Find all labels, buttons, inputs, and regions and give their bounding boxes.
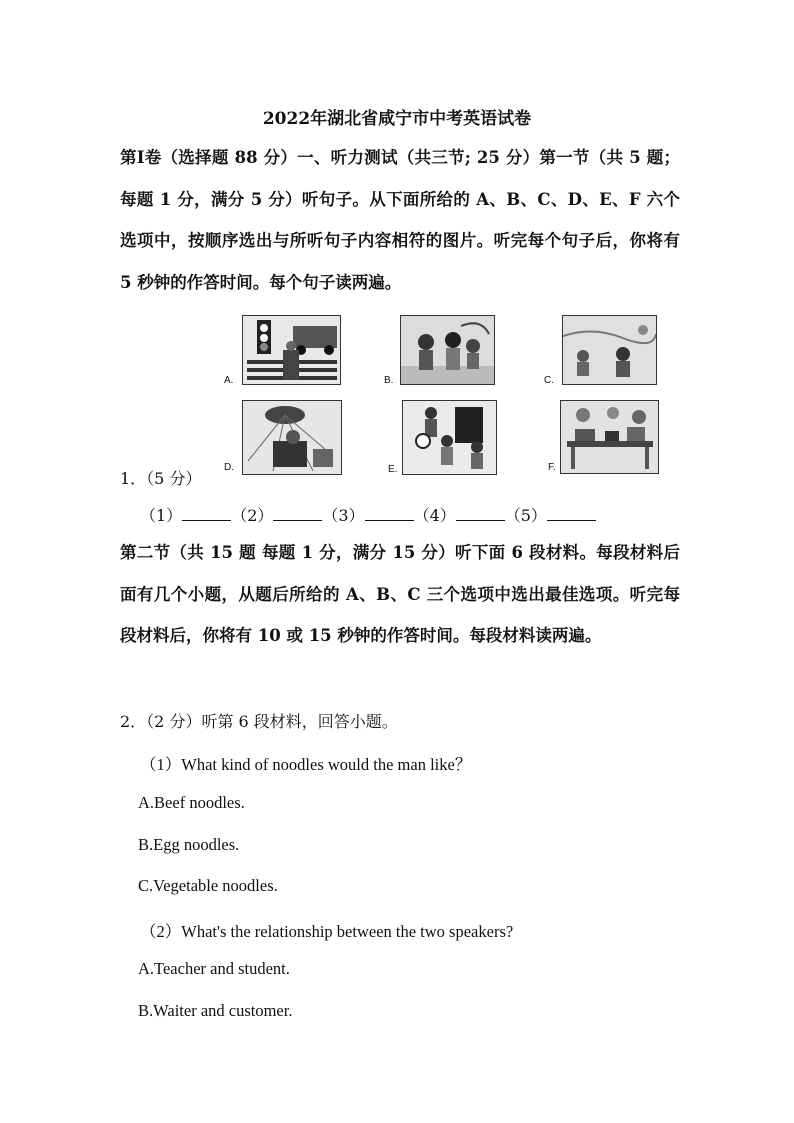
blank-label-1: （1） bbox=[140, 506, 183, 525]
figure-f-picture bbox=[560, 400, 659, 474]
figure-a-label: A. bbox=[224, 375, 234, 386]
question-2-sub2: （2）What's the relationship between the two speakers? bbox=[140, 922, 514, 941]
kitchen-table-picture bbox=[561, 401, 658, 473]
question-2-sub1: （1）What kind of noodles would the man like？ bbox=[140, 755, 472, 774]
figure-c-picture bbox=[562, 315, 657, 385]
sun-reading-picture bbox=[243, 401, 341, 474]
page-title: 2022年湖北省咸宁市中考英语试卷 bbox=[262, 109, 532, 129]
question-1-stem: 1．（5 分） bbox=[120, 469, 202, 488]
blank-label-4: （4） bbox=[413, 506, 456, 525]
beach-play-picture bbox=[563, 316, 656, 384]
question-2-stem: 2．（2 分）听第 6 段材料，回答小题。 bbox=[120, 712, 398, 731]
answer-blank-1[interactable] bbox=[182, 506, 231, 521]
music-band-picture bbox=[403, 401, 496, 474]
answer-blank-4[interactable] bbox=[456, 506, 505, 521]
figure-c-label: C. bbox=[544, 375, 554, 386]
figure-e-label: E. bbox=[388, 464, 398, 475]
option-a[interactable]: A.Teacher and student. bbox=[138, 959, 290, 978]
traffic-crossing-picture bbox=[243, 316, 340, 384]
figure-e-picture bbox=[402, 400, 497, 475]
option-b[interactable]: B.Egg noodles. bbox=[138, 835, 240, 854]
blank-label-5: （5） bbox=[504, 506, 547, 525]
children-playing-picture bbox=[401, 316, 494, 384]
blank-label-3: （3） bbox=[322, 506, 365, 525]
question-1-blanks bbox=[140, 503, 596, 526]
figure-b-label: B. bbox=[384, 375, 394, 386]
blank-label-2: （2） bbox=[231, 506, 274, 525]
figure-d-picture bbox=[242, 400, 342, 475]
option-c[interactable]: C.Vegetable noodles. bbox=[138, 876, 278, 895]
figure-f-label: F. bbox=[548, 462, 556, 473]
answer-blank-5[interactable] bbox=[547, 506, 596, 521]
option-b[interactable]: B.Waiter and customer. bbox=[138, 1001, 293, 1020]
section2-instructions: 第二节（共 15 题 每题 1 分，满分 15 分）听下面 6 段材料。每段材料后面有几个小题，从题后所给的 A、B、C 三个选项中选出最佳选项。听完每段材料后，你将有 10 或 15 秒钟的作答时间。每段材料读两遍。 bbox=[120, 543, 680, 645]
figure-a-picture bbox=[242, 315, 341, 385]
figure-d-label: D. bbox=[224, 462, 234, 473]
answer-blank-2[interactable] bbox=[273, 506, 322, 521]
option-a[interactable]: A.Beef noodles. bbox=[138, 793, 245, 812]
answer-blank-3[interactable] bbox=[365, 506, 414, 521]
section1-instructions: 第Ⅰ卷（选择题 88 分）一、听力测试（共三节; 25 分）第一节（共 5 题；每题 1 分，满分 5 分）听句子。从下面所给的 A、B、C、D、E、F 六个选项中，按顺序选出与所听句子内容相符的图片。听完每个句子后，你将有 5 秒钟的作答时间。每个句子读两遍。 bbox=[120, 148, 680, 292]
figure-b-picture bbox=[400, 315, 495, 385]
